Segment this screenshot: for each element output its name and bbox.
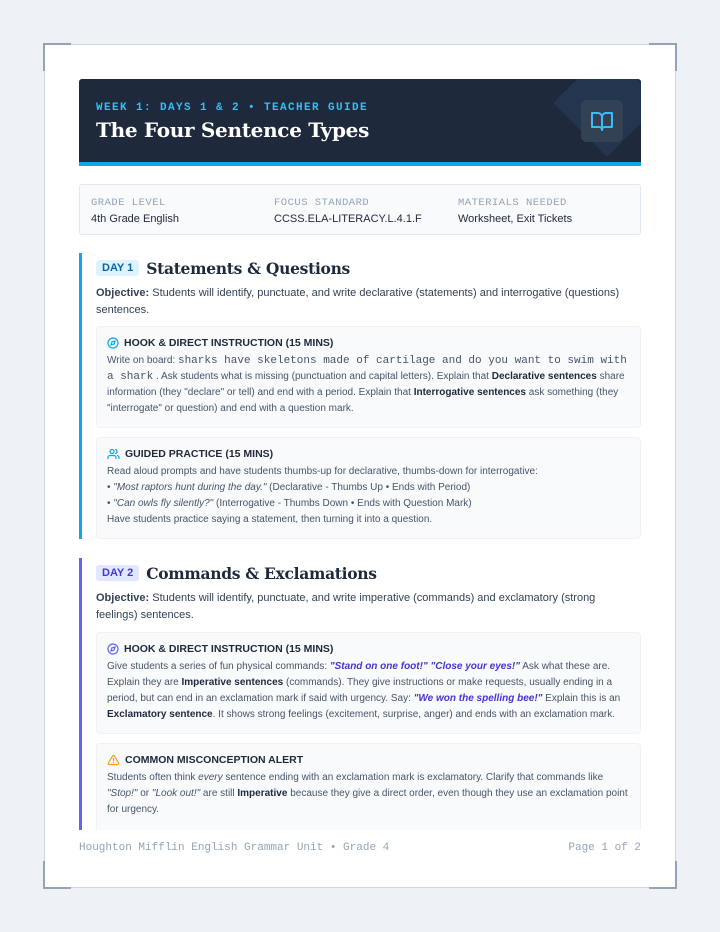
bullet: • xyxy=(107,498,111,509)
prompt-item xyxy=(107,496,630,512)
meta-value: CCSS.ELA-LITERACY.L.4.1.F xyxy=(274,213,422,225)
meta-materials-needed xyxy=(458,197,572,225)
users-icon xyxy=(107,448,120,460)
card-body xyxy=(107,770,630,818)
card-title: HOOK & DIRECT INSTRUCTION (15 MINS) xyxy=(124,643,334,655)
warning-triangle-icon xyxy=(107,754,120,766)
body-text: (commands). They give instructions or make requests, usually ending in a period, but can end in an exclamation mark if said with urgency. Say: xyxy=(107,677,613,704)
body-text: Give students a series of fun physical commands: xyxy=(107,661,330,672)
day-2-alert-card xyxy=(96,743,641,830)
day-badge: DAY 2 xyxy=(96,565,139,581)
day-2-heading xyxy=(96,563,641,583)
prompt-quote: "Can owls fly silently?" xyxy=(113,498,214,509)
day-2-accent-bar xyxy=(79,558,82,830)
page-number: Page 1 of 2 xyxy=(568,842,641,854)
day-1-objective xyxy=(96,285,641,319)
card-title: GUIDED PRACTICE (15 MINS) xyxy=(125,448,274,460)
day-1-heading xyxy=(96,258,641,278)
body-text: because they give a direct order, even though they use an exclamation point for urgency. xyxy=(107,788,628,815)
objective-label: Objective: xyxy=(96,287,150,299)
objective-label: Objective: xyxy=(96,592,150,604)
body-text: Write on board: xyxy=(107,355,178,366)
page-title: The Four Sentence Types xyxy=(96,118,370,142)
meta-value: Worksheet, Exit Tickets xyxy=(458,213,573,225)
command-example: "Close your eyes!" xyxy=(430,661,521,672)
body-text: Explain this is an xyxy=(542,693,621,704)
meta-grade-level xyxy=(91,197,179,225)
card-body xyxy=(107,659,630,723)
crop-mark-bottom-left xyxy=(43,861,71,889)
meta-label: MATERIALS NEEDED xyxy=(458,197,567,209)
day-badge: DAY 1 xyxy=(96,260,139,276)
card-body xyxy=(107,353,630,417)
day-1-accent-bar xyxy=(79,253,82,539)
exclamation-example: "We won the spelling bee!" xyxy=(413,693,543,704)
lesson-meta-panel xyxy=(79,184,641,235)
body-text: share information (they "declare" or tell) and end with a period. Explain that xyxy=(107,371,625,398)
body-text: or xyxy=(137,788,152,799)
card-title: COMMON MISCONCEPTION ALERT xyxy=(125,754,304,766)
book-open-icon xyxy=(581,100,623,142)
day-title: Commands & Exclamations xyxy=(146,563,377,583)
bullet: • xyxy=(107,482,111,493)
meta-label: GRADE LEVEL xyxy=(91,197,166,209)
term-interrogative: Interrogative sentences xyxy=(413,387,526,398)
prompt-item xyxy=(107,480,630,496)
page-footer xyxy=(79,842,641,854)
day-1-hook-card xyxy=(96,326,641,428)
body-text: Ask what these are. Explain they are xyxy=(107,661,611,688)
prompt-note: (Interrogative - Thumbs Down • Ends with Question Mark) xyxy=(213,498,472,509)
meta-label: FOCUS STANDARD xyxy=(274,197,370,209)
board-example-code: sharks have skeletons made of cartilage and do you want to swim with a shark xyxy=(107,355,627,383)
card-body xyxy=(107,464,630,528)
compass-icon xyxy=(107,643,119,655)
day-title: Statements & Questions xyxy=(146,258,350,278)
day-1-section xyxy=(79,253,641,539)
body-text: sentence ending with an exclamation mark is exclamatory. Clarify that commands like xyxy=(222,772,604,783)
term-declarative: Declarative sentences xyxy=(491,371,597,382)
command-example: "Stop!" xyxy=(107,788,138,799)
day-2-objective xyxy=(96,590,641,624)
emphasis: every xyxy=(198,772,223,783)
header-kicker: WEEK 1: DAYS 1 & 2 • TEACHER GUIDE xyxy=(96,102,369,114)
command-example: "Stand on one foot!" xyxy=(329,661,428,672)
body-text: . Ask students what is missing (punctuation and capital letters). Explain that xyxy=(153,371,492,382)
crop-mark-top-right xyxy=(649,43,677,71)
prompt-quote: "Most raptors hunt during the day." xyxy=(113,482,267,493)
day-1-guided-card xyxy=(96,437,641,539)
day-2-hook-card xyxy=(96,632,641,734)
crop-mark-bottom-right xyxy=(649,861,677,889)
objective-text: Students will identify, punctuate, and write imperative (commands) and exclamatory (strong feelings) sentences. xyxy=(96,592,596,621)
objective-text: Students will identify, punctuate, and write declarative (statements) and interrogative (questions) sentences. xyxy=(96,287,620,316)
body-text: Students often think xyxy=(107,772,199,783)
body-text: . It shows strong feelings (excitement, surprise, anger) and ends with an exclamation mark. xyxy=(212,709,616,720)
guided-intro: Read aloud prompts and have students thumbs-up for declarative, thumbs-down for interrogative: xyxy=(107,466,538,477)
footer-course-title: Houghton Mifflin English Grammar Unit • Grade 4 xyxy=(79,842,390,854)
guide-header xyxy=(79,79,641,166)
term-exclamatory: Exclamatory sentence xyxy=(107,709,213,720)
command-example: "Look out!" xyxy=(151,788,201,799)
meta-value: 4th Grade English xyxy=(91,213,180,225)
guided-outro: Have students practice saying a statement, then turning it into a question. xyxy=(107,514,433,525)
body-text: are still xyxy=(200,788,238,799)
prompt-note: (Declarative - Thumbs Up • Ends with Period) xyxy=(266,482,471,493)
compass-icon xyxy=(107,337,119,349)
card-title: HOOK & DIRECT INSTRUCTION (15 MINS) xyxy=(124,337,334,349)
day-2-section xyxy=(79,558,641,830)
body-text: ask something (they "interrogate" or question) and end with a question mark. xyxy=(107,387,619,414)
crop-mark-top-left xyxy=(43,43,71,71)
term-imperative: Imperative xyxy=(237,788,288,799)
term-imperative: Imperative sentences xyxy=(181,677,284,688)
meta-focus-standard xyxy=(274,197,422,225)
